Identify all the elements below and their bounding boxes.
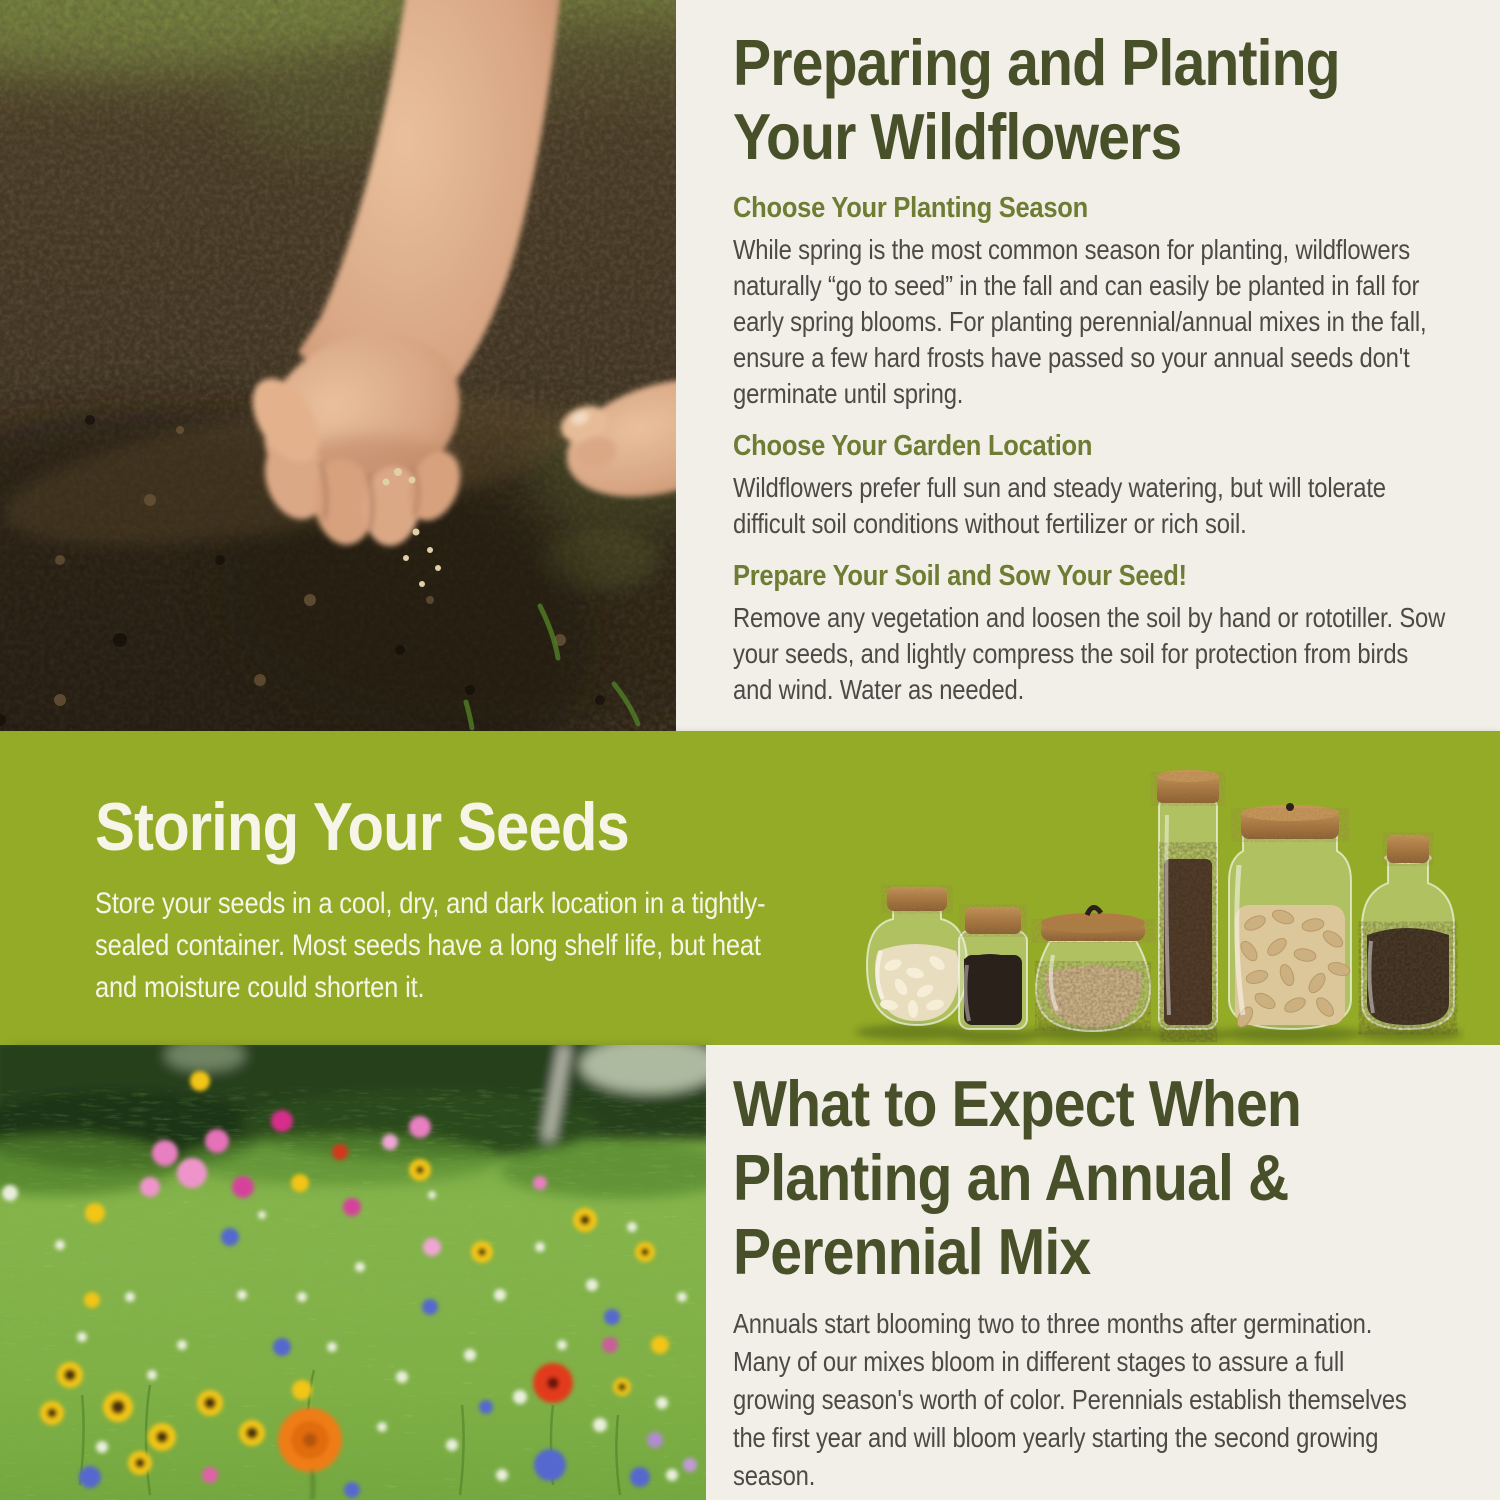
section-garden-location: [733, 429, 1500, 542]
bottom-title: What to Expect When Planting an Annual & Perennial Mix: [733, 1067, 1301, 1288]
band-body: Store your seeds in a cool, dry, and dark location in a tightly-sealed container. Most seeds have a long shelf life, but heat and moisture could shorten it.: [95, 887, 766, 1004]
photo-hand-sowing-seeds: [0, 0, 676, 731]
section-heading: Choose Your Garden Location: [733, 430, 1093, 462]
photo-seed-jars: [845, 755, 1465, 1045]
section-prepare-soil: [733, 559, 1500, 708]
what-to-expect-panel: [706, 1045, 1500, 1500]
preparing-planting-panel: [676, 0, 1500, 731]
storing-seeds-band: [0, 731, 1500, 1045]
section-planting-season: [733, 191, 1500, 412]
page-title: Preparing and Planting Your Wildflowers: [733, 26, 1340, 173]
section-heading: Choose Your Planting Season: [733, 192, 1088, 224]
bottom-body: Annuals start blooming two to three months after germination. Many of our mixes bloom in different stages to assure a full growing season's worth of color. Perennials establish themselves the first year and will bloom yearly starting the second growing season.: [733, 1308, 1407, 1491]
section-body: Remove any vegetation and loosen the soil by hand or rototiller. Sow your seeds, and lightly compress the soil for protection from birds and wind. Water as needed.: [733, 602, 1446, 705]
photo-wildflower-meadow: [0, 1045, 706, 1500]
section-body: While spring is the most common season for planting, wildflowers naturally “go to seed” in the fall and can easily be planted in fall for early spring blooms. For planting perennial/annual mixes in the fall, ensure a few hard frosts have passed so your annual seeds don't germinate until spring.: [733, 234, 1427, 409]
band-title: Storing Your Seeds: [95, 789, 629, 865]
section-body: Wildflowers prefer full sun and steady watering, but will tolerate difficult soil conditions without fertilizer or rich soil.: [733, 472, 1386, 539]
section-heading: Prepare Your Soil and Sow Your Seed!: [733, 560, 1187, 592]
